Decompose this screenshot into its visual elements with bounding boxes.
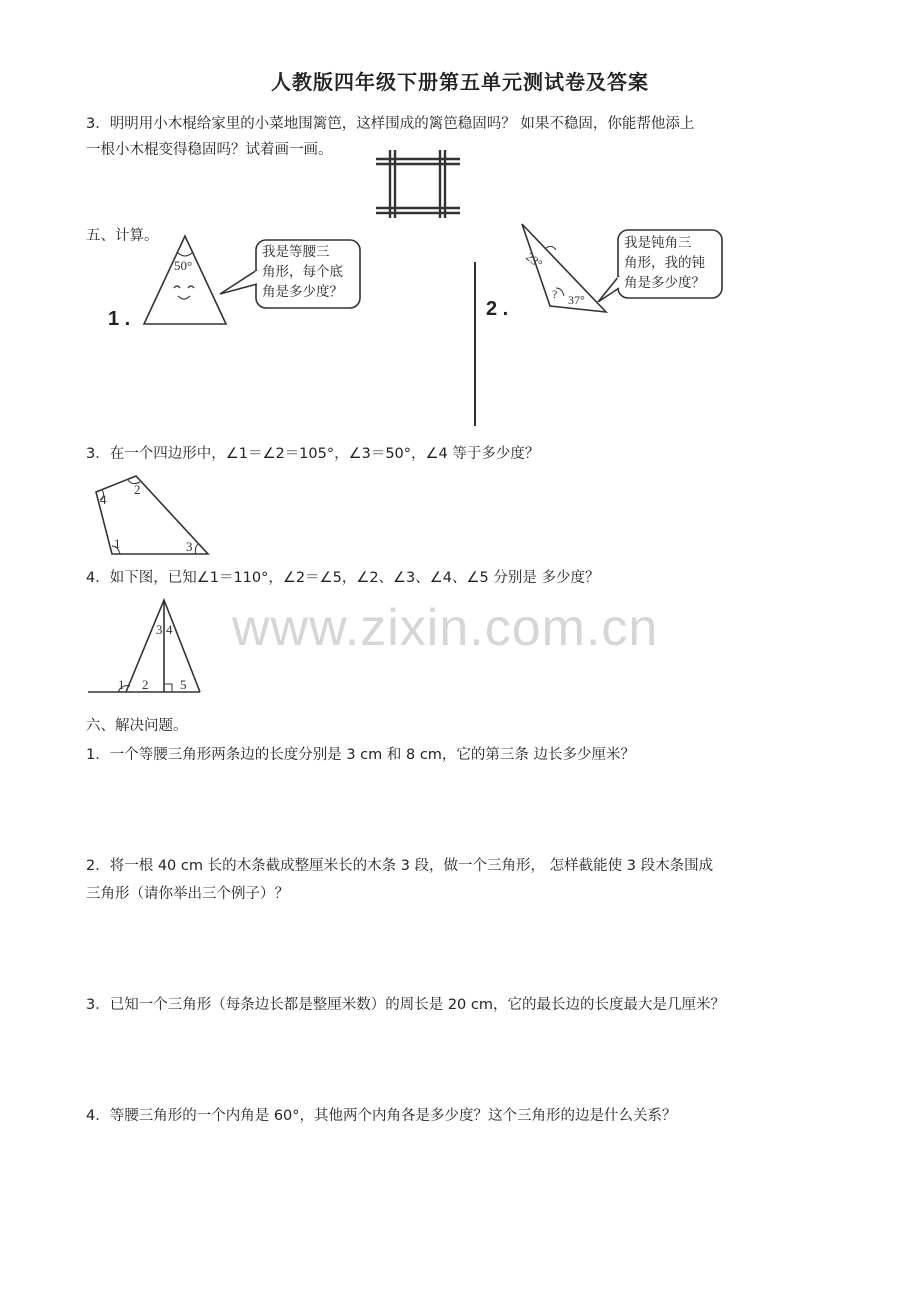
bubble2-line3: 角是多少度？ <box>624 275 705 291</box>
section5-heading: 五、计算。 <box>86 228 159 244</box>
fig4-angle-1-label: 1 <box>118 677 125 692</box>
angle-37-label: 37° <box>568 293 585 307</box>
fig4-angle-3-label: 3 <box>156 622 163 637</box>
quad-angle-3-label: 3 <box>186 539 193 554</box>
item2-number: 2 . <box>486 298 509 320</box>
s6-q4-text: 4．等腰三角形的一个内角是 60°，其他两个内角各是多少度？这个三角形的边是什么关系？ <box>86 1108 677 1124</box>
fig4-angle-2-label: 2 <box>142 677 149 692</box>
s6-q3-text: 3．已知一个三角形（每条边长都是整厘米数）的周长是 20 cm，它的最长边的长度最大是几厘米？ <box>86 997 725 1013</box>
bubble1-line3: 角是多少度？ <box>262 284 343 300</box>
bubble1-line2: 角形，每个底 <box>262 264 343 280</box>
apex-angle-label: 50° <box>174 258 193 273</box>
fig4-angle-5-label: 5 <box>180 677 187 692</box>
angle-unknown-label: ? <box>552 287 558 301</box>
page-title: 人教版四年级下册第五单元测试卷及答案 <box>271 70 649 94</box>
s5-q3-text: 3．在一个四边形中，∠1＝∠2＝105°，∠3＝50°，∠4 等于多少度？ <box>86 446 540 462</box>
quad-angle-2-label: 2 <box>134 482 141 497</box>
q3-fence-text-line1: 3．明明用小木棍给家里的小菜地围篱笆，这样围成的篱笆稳固吗？ 如果不稳固，你能帮他添上 <box>86 116 695 132</box>
watermark: www.zixin.com.cn <box>232 599 659 657</box>
s6-q1-text: 1．一个等腰三角形两条边的长度分别是 3 cm 和 8 cm，它的第三条 边长多少厘米？ <box>86 747 636 763</box>
bubble2-line2: 角形，我的钝 <box>624 255 705 271</box>
quad-angle-4-label: 4 <box>100 492 107 507</box>
bubble1-line1: 我是等腰三 <box>262 244 330 260</box>
fence-figure <box>374 148 462 220</box>
s5-q4-text: 4．如下图，已知∠1＝110°，∠2＝∠5，∠2、∠3、∠4、∠5 分别是 多少度？ <box>86 570 600 586</box>
angle-triangle-figure <box>86 596 216 696</box>
bubble2-line1: 我是钝角三 <box>624 235 692 251</box>
bubble2-text <box>624 233 705 293</box>
bubble1-text <box>262 242 343 302</box>
s6-q2-text-line1: 2．将一根 40 cm 长的木条截成整厘米长的木条 3 段，做一个三角形， 怎样截能使 3 段木条围成 <box>86 858 714 874</box>
q3-fence-text-line2: 一根小木棍变得稳固吗？试着画一画。 <box>86 142 333 158</box>
angle-23-label: 23° <box>523 249 546 271</box>
section6-heading: 六、解决问题。 <box>86 718 188 734</box>
quadrilateral-figure <box>88 470 212 558</box>
s6-q2-text-line2: 三角形（请你举出三个例子）？ <box>86 886 289 902</box>
isosceles-triangle-figure <box>140 232 230 328</box>
item1-number: 1 . <box>108 308 131 330</box>
divider-line <box>474 262 476 426</box>
fig4-angle-4-label: 4 <box>166 622 173 637</box>
quad-angle-1-label: 1 <box>114 536 121 551</box>
